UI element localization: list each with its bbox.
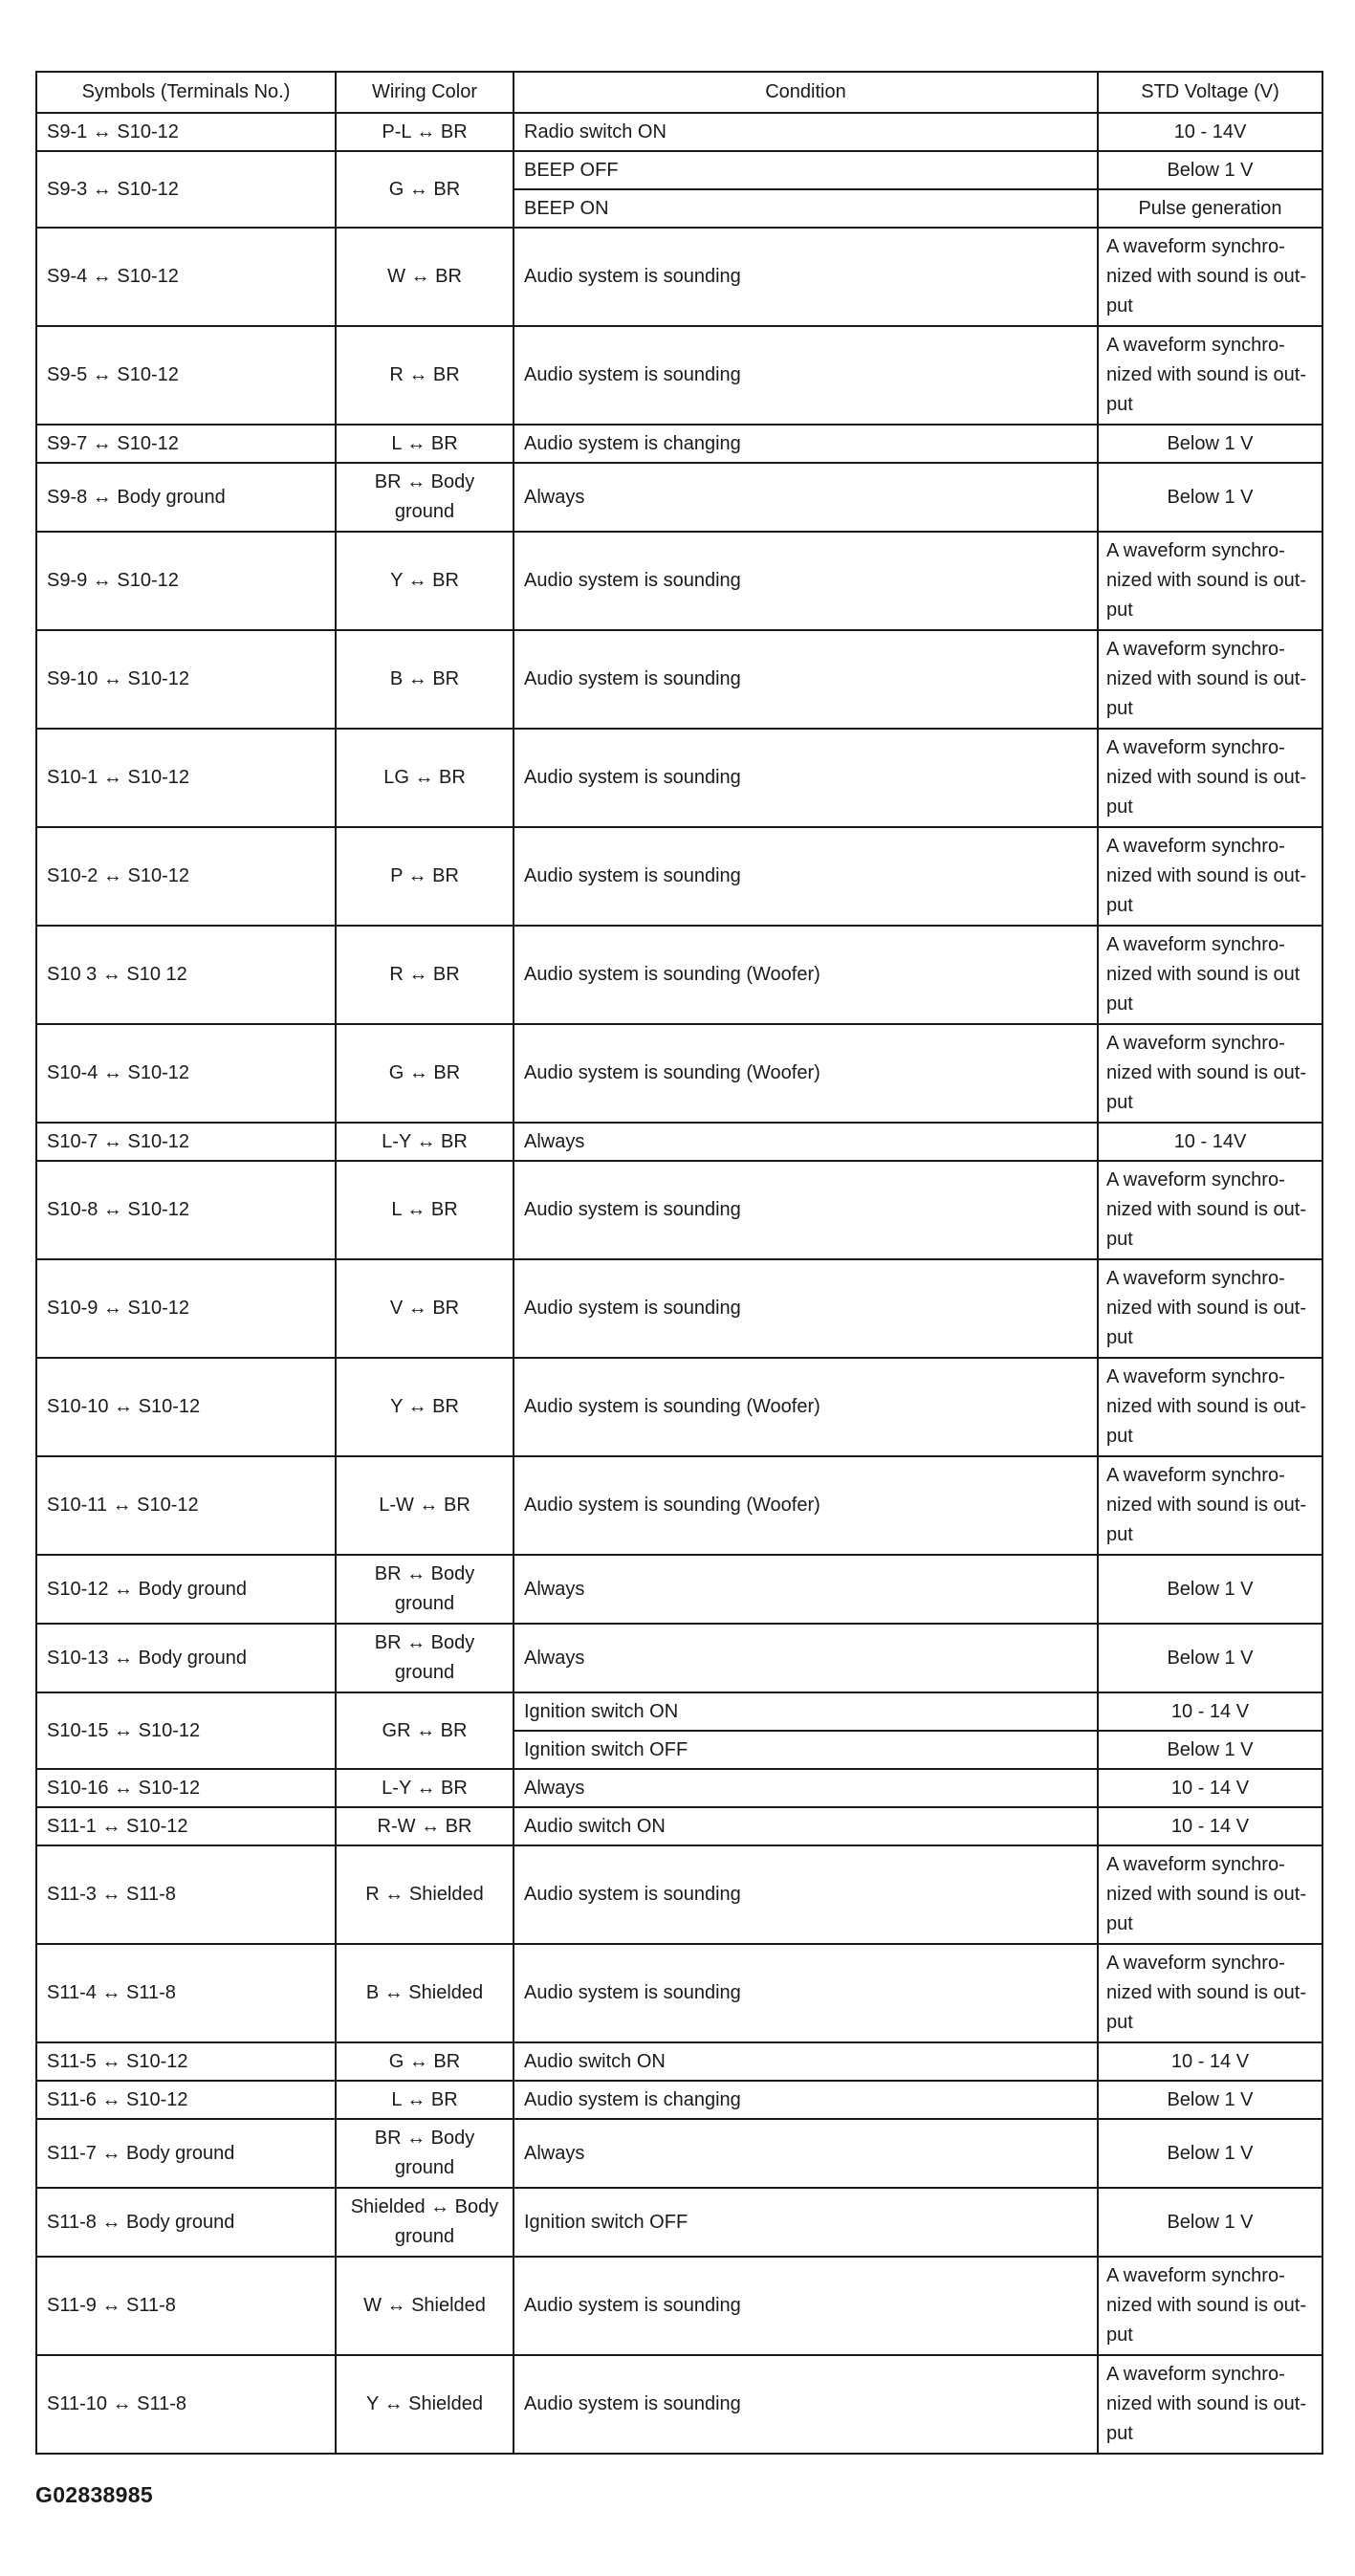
cell-symbols: S10-7 ↔ S10-12 bbox=[36, 1123, 336, 1161]
cell-wiring-color: L ↔ BR bbox=[336, 1161, 514, 1259]
cell-symbols: S10-8 ↔ S10-12 bbox=[36, 1161, 336, 1259]
cell-wiring-color: V ↔ BR bbox=[336, 1259, 514, 1358]
table-row bbox=[36, 630, 1322, 729]
cell-std-voltage: A waveform synchro-nized with sound is out-put bbox=[1098, 1161, 1322, 1259]
cell-condition: Audio switch ON bbox=[514, 2042, 1098, 2081]
cell-condition: BEEP ON bbox=[514, 189, 1098, 228]
cell-std-voltage: A waveform synchro-nized with sound is out-put bbox=[1098, 1944, 1322, 2042]
cell-condition: Audio system is changing bbox=[514, 425, 1098, 463]
table-row bbox=[36, 2081, 1322, 2119]
cell-wiring-color: G ↔ BR bbox=[336, 1024, 514, 1123]
column-header-symbols: Symbols (Terminals No.) bbox=[36, 72, 336, 113]
cell-wiring-color: W ↔ Shielded bbox=[336, 2257, 514, 2355]
cell-wiring-color: BR ↔ Body ground bbox=[336, 2119, 514, 2188]
table-row bbox=[36, 228, 1322, 326]
cell-std-voltage: 10 - 14V bbox=[1098, 113, 1322, 151]
cell-condition: Audio system is sounding bbox=[514, 827, 1098, 926]
cell-wiring-color: LG ↔ BR bbox=[336, 729, 514, 827]
cell-condition: Always bbox=[514, 1123, 1098, 1161]
cell-symbols: S9-5 ↔ S10-12 bbox=[36, 326, 336, 425]
table-row bbox=[36, 1456, 1322, 1555]
cell-symbols: S11-9 ↔ S11-8 bbox=[36, 2257, 336, 2355]
cell-wiring-color: BR ↔ Body ground bbox=[336, 1624, 514, 1692]
cell-condition: Always bbox=[514, 1769, 1098, 1807]
cell-condition: Audio switch ON bbox=[514, 1807, 1098, 1845]
cell-std-voltage: Pulse generation bbox=[1098, 189, 1322, 228]
cell-std-voltage: Below 1 V bbox=[1098, 151, 1322, 189]
cell-wiring-color: L-W ↔ BR bbox=[336, 1456, 514, 1555]
table-body bbox=[36, 113, 1322, 2454]
cell-symbols: S10-16 ↔ S10-12 bbox=[36, 1769, 336, 1807]
cell-symbols: S10-4 ↔ S10-12 bbox=[36, 1024, 336, 1123]
cell-condition: Audio system is sounding bbox=[514, 2257, 1098, 2355]
cell-std-voltage: A waveform synchro-nized with sound is out-put bbox=[1098, 2257, 1322, 2355]
table-row bbox=[36, 2042, 1322, 2081]
cell-std-voltage: Below 1 V bbox=[1098, 463, 1322, 532]
cell-symbols: S10-10 ↔ S10-12 bbox=[36, 1358, 336, 1456]
cell-std-voltage: A waveform synchro-nized with sound is out put bbox=[1098, 926, 1322, 1024]
cell-wiring-color: R ↔ Shielded bbox=[336, 1845, 514, 1944]
cell-symbols: S10-2 ↔ S10-12 bbox=[36, 827, 336, 926]
table-row bbox=[36, 151, 1322, 189]
cell-symbols: S11-8 ↔ Body ground bbox=[36, 2188, 336, 2257]
figure-id-label: G02838985 bbox=[35, 2482, 153, 2507]
cell-symbols: S9-7 ↔ S10-12 bbox=[36, 425, 336, 463]
table-row bbox=[36, 2119, 1322, 2188]
cell-condition: Audio system is sounding bbox=[514, 2355, 1098, 2454]
table-row bbox=[36, 425, 1322, 463]
table-row bbox=[36, 1944, 1322, 2042]
table-row bbox=[36, 1024, 1322, 1123]
cell-condition: Audio system is sounding bbox=[514, 1944, 1098, 2042]
cell-std-voltage: A waveform synchro-nized with sound is out-put bbox=[1098, 1845, 1322, 1944]
cell-condition: Audio system is sounding (Woofer) bbox=[514, 1024, 1098, 1123]
cell-std-voltage: Below 1 V bbox=[1098, 2188, 1322, 2257]
cell-symbols: S9-3 ↔ S10-12 bbox=[36, 151, 336, 228]
cell-std-voltage: A waveform synchro-nized with sound is out-put bbox=[1098, 1358, 1322, 1456]
table-row bbox=[36, 1259, 1322, 1358]
cell-std-voltage: Below 1 V bbox=[1098, 1624, 1322, 1692]
cell-symbols: S10-13 ↔ Body ground bbox=[36, 1624, 336, 1692]
cell-wiring-color: GR ↔ BR bbox=[336, 1692, 514, 1769]
cell-wiring-color: R-W ↔ BR bbox=[336, 1807, 514, 1845]
table-row bbox=[36, 1624, 1322, 1692]
cell-condition: Always bbox=[514, 2119, 1098, 2188]
cell-condition: Ignition switch OFF bbox=[514, 2188, 1098, 2257]
cell-std-voltage: A waveform synchro-nized with sound is out-put bbox=[1098, 228, 1322, 326]
cell-condition: Audio system is sounding (Woofer) bbox=[514, 926, 1098, 1024]
cell-wiring-color: Shielded ↔ Body ground bbox=[336, 2188, 514, 2257]
cell-condition: Audio system is sounding (Woofer) bbox=[514, 1358, 1098, 1456]
cell-wiring-color: B ↔ Shielded bbox=[336, 1944, 514, 2042]
cell-symbols: S10 3 ↔ S10 12 bbox=[36, 926, 336, 1024]
cell-wiring-color: L ↔ BR bbox=[336, 425, 514, 463]
cell-symbols: S11-5 ↔ S10-12 bbox=[36, 2042, 336, 2081]
cell-condition: BEEP OFF bbox=[514, 151, 1098, 189]
cell-symbols: S9-10 ↔ S10-12 bbox=[36, 630, 336, 729]
cell-wiring-color: BR ↔ Body ground bbox=[336, 463, 514, 532]
cell-condition: Audio system is sounding bbox=[514, 1845, 1098, 1944]
cell-symbols: S11-6 ↔ S10-12 bbox=[36, 2081, 336, 2119]
cell-symbols: S11-3 ↔ S11-8 bbox=[36, 1845, 336, 1944]
cell-std-voltage: A waveform synchro-nized with sound is out-put bbox=[1098, 326, 1322, 425]
table-row bbox=[36, 1769, 1322, 1807]
cell-condition: Ignition switch ON bbox=[514, 1692, 1098, 1731]
cell-std-voltage: A waveform synchro-nized with sound is out-put bbox=[1098, 532, 1322, 630]
cell-std-voltage: 10 - 14 V bbox=[1098, 2042, 1322, 2081]
table-row bbox=[36, 2355, 1322, 2454]
cell-condition: Always bbox=[514, 1624, 1098, 1692]
table-row bbox=[36, 326, 1322, 425]
cell-wiring-color: Y ↔ BR bbox=[336, 1358, 514, 1456]
cell-symbols: S10-9 ↔ S10-12 bbox=[36, 1259, 336, 1358]
table-row bbox=[36, 926, 1322, 1024]
cell-condition: Radio switch ON bbox=[514, 113, 1098, 151]
cell-std-voltage: A waveform synchro-nized with sound is out-put bbox=[1098, 1456, 1322, 1555]
cell-condition: Audio system is sounding bbox=[514, 326, 1098, 425]
cell-std-voltage: A waveform synchro-nized with sound is out-put bbox=[1098, 1024, 1322, 1123]
cell-condition: Always bbox=[514, 1555, 1098, 1624]
cell-symbols: S9-9 ↔ S10-12 bbox=[36, 532, 336, 630]
cell-symbols: S9-8 ↔ Body ground bbox=[36, 463, 336, 532]
cell-condition: Audio system is sounding bbox=[514, 729, 1098, 827]
cell-condition: Audio system is sounding bbox=[514, 630, 1098, 729]
cell-condition: Audio system is sounding bbox=[514, 1161, 1098, 1259]
cell-wiring-color: Y ↔ Shielded bbox=[336, 2355, 514, 2454]
cell-symbols: S10-1 ↔ S10-12 bbox=[36, 729, 336, 827]
cell-std-voltage: A waveform synchro-nized with sound is out-put bbox=[1098, 827, 1322, 926]
cell-std-voltage: A waveform synchro-nized with sound is out-put bbox=[1098, 1259, 1322, 1358]
table-row bbox=[36, 2257, 1322, 2355]
cell-wiring-color: R ↔ BR bbox=[336, 326, 514, 425]
cell-std-voltage: 10 - 14 V bbox=[1098, 1769, 1322, 1807]
cell-std-voltage: Below 1 V bbox=[1098, 2081, 1322, 2119]
cell-symbols: S10-11 ↔ S10-12 bbox=[36, 1456, 336, 1555]
cell-symbols: S11-1 ↔ S10-12 bbox=[36, 1807, 336, 1845]
cell-symbols: S11-10 ↔ S11-8 bbox=[36, 2355, 336, 2454]
cell-wiring-color: G ↔ BR bbox=[336, 151, 514, 228]
cell-wiring-color: W ↔ BR bbox=[336, 228, 514, 326]
table-row bbox=[36, 463, 1322, 532]
table-row bbox=[36, 729, 1322, 827]
cell-symbols: S10-15 ↔ S10-12 bbox=[36, 1692, 336, 1769]
table-row bbox=[36, 1358, 1322, 1456]
cell-condition: Audio system is sounding (Woofer) bbox=[514, 1456, 1098, 1555]
cell-std-voltage: A waveform synchro-nized with sound is out-put bbox=[1098, 729, 1322, 827]
table-row bbox=[36, 532, 1322, 630]
table-header-row bbox=[36, 72, 1322, 113]
cell-condition: Audio system is sounding bbox=[514, 532, 1098, 630]
cell-std-voltage: 10 - 14 V bbox=[1098, 1807, 1322, 1845]
cell-condition: Audio system is changing bbox=[514, 2081, 1098, 2119]
column-header-condition: Condition bbox=[514, 72, 1098, 113]
cell-wiring-color: G ↔ BR bbox=[336, 2042, 514, 2081]
cell-std-voltage: Below 1 V bbox=[1098, 2119, 1322, 2188]
cell-std-voltage: 10 - 14 V bbox=[1098, 1692, 1322, 1731]
cell-wiring-color: R ↔ BR bbox=[336, 926, 514, 1024]
cell-wiring-color: Y ↔ BR bbox=[336, 532, 514, 630]
cell-condition: Audio system is sounding bbox=[514, 1259, 1098, 1358]
table-row bbox=[36, 1807, 1322, 1845]
cell-std-voltage: 10 - 14V bbox=[1098, 1123, 1322, 1161]
cell-wiring-color: B ↔ BR bbox=[336, 630, 514, 729]
table-row bbox=[36, 2188, 1322, 2257]
cell-condition: Audio system is sounding bbox=[514, 228, 1098, 326]
table-row bbox=[36, 1123, 1322, 1161]
cell-std-voltage: Below 1 V bbox=[1098, 425, 1322, 463]
table-row bbox=[36, 1692, 1322, 1731]
cell-std-voltage: Below 1 V bbox=[1098, 1731, 1322, 1769]
cell-symbols: S9-4 ↔ S10-12 bbox=[36, 228, 336, 326]
cell-symbols: S10-12 ↔ Body ground bbox=[36, 1555, 336, 1624]
cell-condition: Ignition switch OFF bbox=[514, 1731, 1098, 1769]
cell-wiring-color: P-L ↔ BR bbox=[336, 113, 514, 151]
cell-symbols: S11-7 ↔ Body ground bbox=[36, 2119, 336, 2188]
cell-std-voltage: A waveform synchro-nized with sound is out-put bbox=[1098, 630, 1322, 729]
cell-condition: Always bbox=[514, 463, 1098, 532]
cell-std-voltage: Below 1 V bbox=[1098, 1555, 1322, 1624]
cell-symbols: S11-4 ↔ S11-8 bbox=[36, 1944, 336, 2042]
cell-wiring-color: P ↔ BR bbox=[336, 827, 514, 926]
table-row bbox=[36, 113, 1322, 151]
terminal-voltage-table bbox=[35, 71, 1323, 2455]
column-header-wiring-color: Wiring Color bbox=[336, 72, 514, 113]
cell-std-voltage: A waveform synchro-nized with sound is out-put bbox=[1098, 2355, 1322, 2454]
column-header-std-voltage: STD Voltage (V) bbox=[1098, 72, 1322, 113]
table-row bbox=[36, 1555, 1322, 1624]
table-row bbox=[36, 1161, 1322, 1259]
cell-wiring-color: L ↔ BR bbox=[336, 2081, 514, 2119]
cell-wiring-color: BR ↔ Body ground bbox=[336, 1555, 514, 1624]
cell-symbols: S9-1 ↔ S10-12 bbox=[36, 113, 336, 151]
table-row bbox=[36, 827, 1322, 926]
cell-wiring-color: L-Y ↔ BR bbox=[336, 1769, 514, 1807]
table-row bbox=[36, 1845, 1322, 1944]
cell-wiring-color: L-Y ↔ BR bbox=[336, 1123, 514, 1161]
